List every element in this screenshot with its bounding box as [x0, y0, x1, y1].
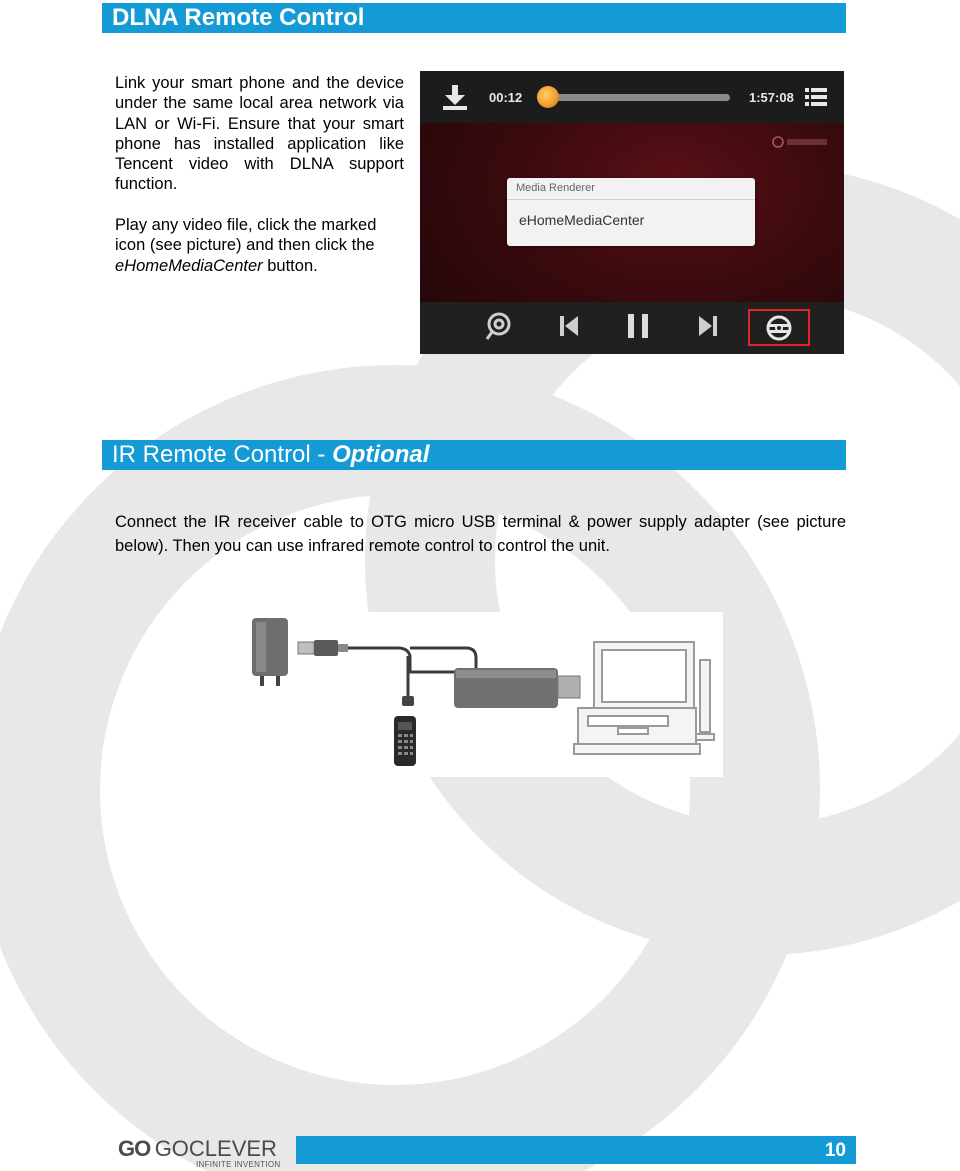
- footer-bar: [296, 1136, 856, 1164]
- ehomemediacenter-button[interactable]: eHomeMediaCenter: [519, 212, 645, 228]
- logo-tagline: INFINITE INVENTION: [196, 1160, 281, 1169]
- dialog-title: Media Renderer: [516, 182, 595, 194]
- otg-dongle-image: [454, 668, 580, 708]
- progress-track[interactable]: [540, 94, 730, 101]
- pause-icon[interactable]: [625, 312, 651, 340]
- playlist-menu-icon[interactable]: [805, 86, 827, 108]
- ir-instruction: Connect the IR receiver cable to OTG micro USB terminal & power supply adapter (see picture below). Then you can use infrared remote control to control the unit.: [115, 513, 846, 555]
- video-app-watermark-icon: [772, 135, 832, 149]
- section-title-ir-text: IR Remote Control -: [112, 441, 333, 468]
- dlna-instruction-2: [115, 215, 410, 276]
- usb-plug-image: [298, 640, 348, 656]
- dlna-instruction-2-post: button.: [262, 256, 318, 275]
- total-time: 1:57:08: [749, 90, 794, 105]
- computer-image: [574, 642, 714, 754]
- previous-icon[interactable]: [558, 314, 580, 338]
- phone-screenshot: [420, 71, 844, 354]
- section-title-ir: [102, 440, 846, 470]
- logo-go-mark: GO: [118, 1136, 151, 1161]
- page-number: 10: [824, 1140, 846, 1161]
- section-title-dlna: [102, 3, 846, 33]
- goclever-logo: [118, 1136, 281, 1169]
- player-control-bar: [420, 302, 844, 354]
- media-renderer-dialog: [507, 178, 755, 246]
- section-title-dlna-text: DLNA Remote Control: [112, 4, 365, 31]
- share-icon[interactable]: [484, 310, 514, 342]
- dlna-cast-icon[interactable]: [763, 313, 795, 343]
- dlna-instruction-1: Link your smart phone and the device under the same local area network via LAN or Wi-Fi. Ensure that your smart phone has installed application like Tencent video with DLNA support function.: [115, 74, 404, 194]
- ir-remote-image: [394, 716, 416, 766]
- ir-setup-illustration: [238, 612, 723, 777]
- player-top-bar: [420, 71, 844, 123]
- logo-brand-name: GOCLEVER: [154, 1136, 277, 1161]
- current-time: 00:12: [489, 90, 523, 105]
- ehomemediacenter-emphasis: eHomeMediaCenter: [115, 256, 263, 275]
- next-icon[interactable]: [697, 314, 719, 338]
- section-title-ir-optional: Optional: [332, 441, 430, 468]
- download-icon: [442, 83, 468, 111]
- power-adapter-image: [252, 618, 288, 686]
- dlna-instruction-2-pre: Play any video file, click the marked icon (see picture) and then click the: [115, 216, 377, 255]
- progress-knob[interactable]: [537, 86, 559, 108]
- dialog-divider: [507, 199, 755, 200]
